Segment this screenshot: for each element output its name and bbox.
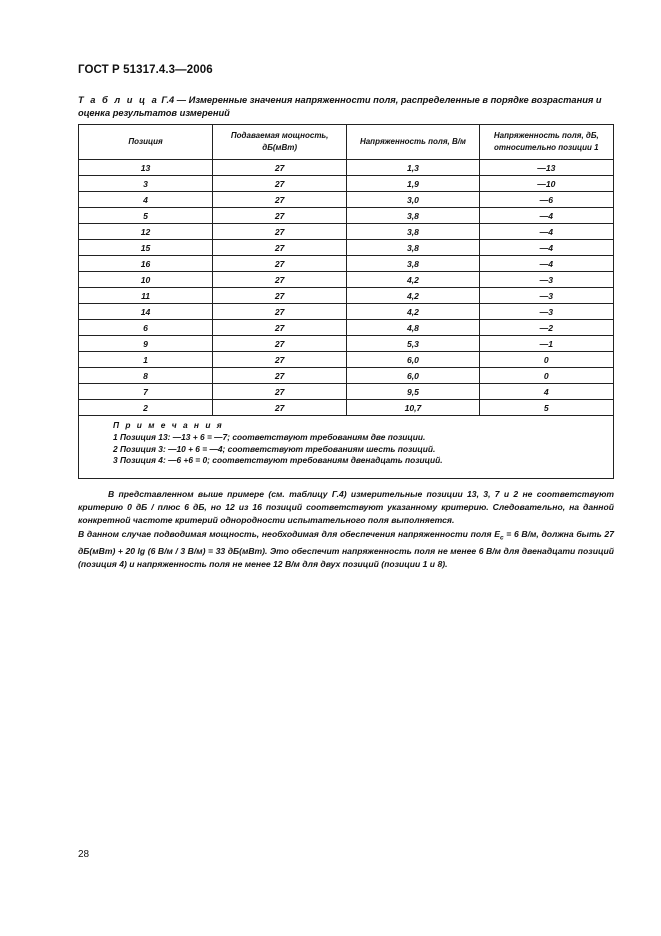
cell-position: 16 — [79, 256, 213, 272]
note-item: 3 Позиция 4: —6 +6 = 0; соответствуют требованиям двенадцать позиций. — [113, 455, 443, 466]
cell-power: 27 — [213, 224, 347, 240]
table-caption — [78, 94, 618, 119]
table-row — [79, 160, 614, 176]
table-row — [79, 272, 614, 288]
cell-relative-db: 0 — [479, 368, 613, 384]
cell-field-strength: 10,7 — [347, 400, 479, 416]
table-row — [79, 256, 614, 272]
page-number: 28 — [78, 849, 90, 860]
cell-field-strength: 4,2 — [347, 304, 479, 320]
cell-position: 12 — [79, 224, 213, 240]
cell-position: 15 — [79, 240, 213, 256]
table-row — [79, 336, 614, 352]
cell-power: 27 — [213, 368, 347, 384]
cell-relative-db: 4 — [479, 384, 613, 400]
cell-relative-db: —4 — [479, 240, 613, 256]
cell-power: 27 — [213, 176, 347, 192]
cell-field-strength: 6,0 — [347, 368, 479, 384]
cell-position: 1 — [79, 352, 213, 368]
cell-relative-db: —2 — [479, 320, 613, 336]
cell-field-strength: 4,2 — [347, 272, 479, 288]
notes-title: П р и м е ч а н и я — [113, 420, 224, 430]
cell-relative-db: —4 — [479, 208, 613, 224]
cell-position: 10 — [79, 272, 213, 288]
cell-field-strength: 3,8 — [347, 224, 479, 240]
cell-relative-db: —3 — [479, 288, 613, 304]
cell-position: 11 — [79, 288, 213, 304]
cell-power: 27 — [213, 400, 347, 416]
table-caption-label: Т а б л и ц а — [78, 95, 159, 105]
cell-field-strength: 1,3 — [347, 160, 479, 176]
measurement-table — [78, 124, 614, 479]
paragraph-line: В представленном выше примере (см. таблицу Г.4) измерительные позиции 13, 3, 7 и 2 не соответствуют критерию 0 дБ / плюс 6 дБ, но 12 из 16 позиций соответствуют указанному критерию. Следовательно, на данной конкретной частоте критерий однородности испытательного поля выполняется. — [78, 489, 614, 526]
table-notes-row — [79, 416, 614, 479]
cell-position: 4 — [79, 192, 213, 208]
cell-field-strength: 1,9 — [347, 176, 479, 192]
cell-field-strength: 3,8 — [347, 208, 479, 224]
cell-relative-db: —13 — [479, 160, 613, 176]
cell-position: 7 — [79, 384, 213, 400]
cell-relative-db: —6 — [479, 192, 613, 208]
table-row — [79, 192, 614, 208]
cell-field-strength: 5,3 — [347, 336, 479, 352]
cell-position: 9 — [79, 336, 213, 352]
table-row — [79, 320, 614, 336]
paragraph-text: = 6 В/м, должна быть 27 дБ(мВт) + 20 lg (6 В/м / 3 В/м) = 33 дБ(мВт). Это обеспечит напряженность поля не менее 6 В/м для двенадцати позиций (позиция 4) и напряженность поля не менее 12 В/м для двух позиций (позиции 1 и 8). — [78, 528, 614, 569]
cell-relative-db: —10 — [479, 176, 613, 192]
cell-power: 27 — [213, 192, 347, 208]
cell-position: 5 — [79, 208, 213, 224]
cell-power: 27 — [213, 384, 347, 400]
table-row — [79, 240, 614, 256]
column-header-power: Подаваемая мощность, дБ(мВт) — [213, 125, 347, 160]
cell-position: 14 — [79, 304, 213, 320]
column-header-field-strength: Напряженность поля, В/м — [347, 125, 479, 160]
column-header-position: Позиция — [79, 125, 213, 160]
cell-power: 27 — [213, 160, 347, 176]
cell-position: 6 — [79, 320, 213, 336]
cell-power: 27 — [213, 336, 347, 352]
note-item: 1 Позиция 13: —13 + 6 = —7; соответствуют требованиям две позиции. — [113, 431, 426, 442]
subscript: c — [499, 534, 504, 542]
document-header: ГОСТ Р 51317.4.3—2006 — [78, 64, 213, 76]
table-row — [79, 176, 614, 192]
cell-power: 27 — [213, 208, 347, 224]
cell-field-strength: 3,0 — [347, 192, 479, 208]
cell-relative-db: —4 — [479, 224, 613, 240]
cell-field-strength: 9,5 — [347, 384, 479, 400]
body-paragraph — [78, 488, 614, 571]
table-notes — [79, 416, 614, 479]
cell-power: 27 — [213, 320, 347, 336]
cell-field-strength: 6,0 — [347, 352, 479, 368]
paragraph-line — [78, 528, 614, 571]
cell-power: 27 — [213, 304, 347, 320]
cell-relative-db: —3 — [479, 304, 613, 320]
cell-field-strength: 3,8 — [347, 240, 479, 256]
cell-power: 27 — [213, 352, 347, 368]
cell-relative-db: 0 — [479, 352, 613, 368]
table-header-row — [79, 125, 614, 160]
table-row — [79, 384, 614, 400]
cell-field-strength: 4,2 — [347, 288, 479, 304]
cell-power: 27 — [213, 272, 347, 288]
paragraph-text: В данном случае подводимая мощность, необходимая для обеспечения напряженности поля E — [78, 528, 500, 539]
cell-relative-db: —1 — [479, 336, 613, 352]
table-row — [79, 288, 614, 304]
cell-relative-db: —4 — [479, 256, 613, 272]
cell-position: 2 — [79, 400, 213, 416]
cell-position: 13 — [79, 160, 213, 176]
note-item: 2 Позиция 3: —10 + 6 = —4; соответствуют требованиям шесть позиций. — [113, 443, 436, 454]
cell-power: 27 — [213, 288, 347, 304]
table-row — [79, 208, 614, 224]
cell-position: 3 — [79, 176, 213, 192]
table-row — [79, 352, 614, 368]
table-row — [79, 304, 614, 320]
cell-relative-db: 5 — [479, 400, 613, 416]
cell-power: 27 — [213, 240, 347, 256]
cell-relative-db: —3 — [479, 272, 613, 288]
table-row — [79, 224, 614, 240]
cell-field-strength: 3,8 — [347, 256, 479, 272]
cell-field-strength: 4,8 — [347, 320, 479, 336]
table-row — [79, 368, 614, 384]
cell-position: 8 — [79, 368, 213, 384]
table-caption-text: Г.4 — Измеренные значения напряженности поля, распределенные в порядке возрастания и оценка результатов измерений — [78, 95, 602, 118]
cell-power: 27 — [213, 256, 347, 272]
table-row — [79, 400, 614, 416]
column-header-relative-db: Напряженность поля, дБ, относительно позиции 1 — [479, 125, 613, 160]
